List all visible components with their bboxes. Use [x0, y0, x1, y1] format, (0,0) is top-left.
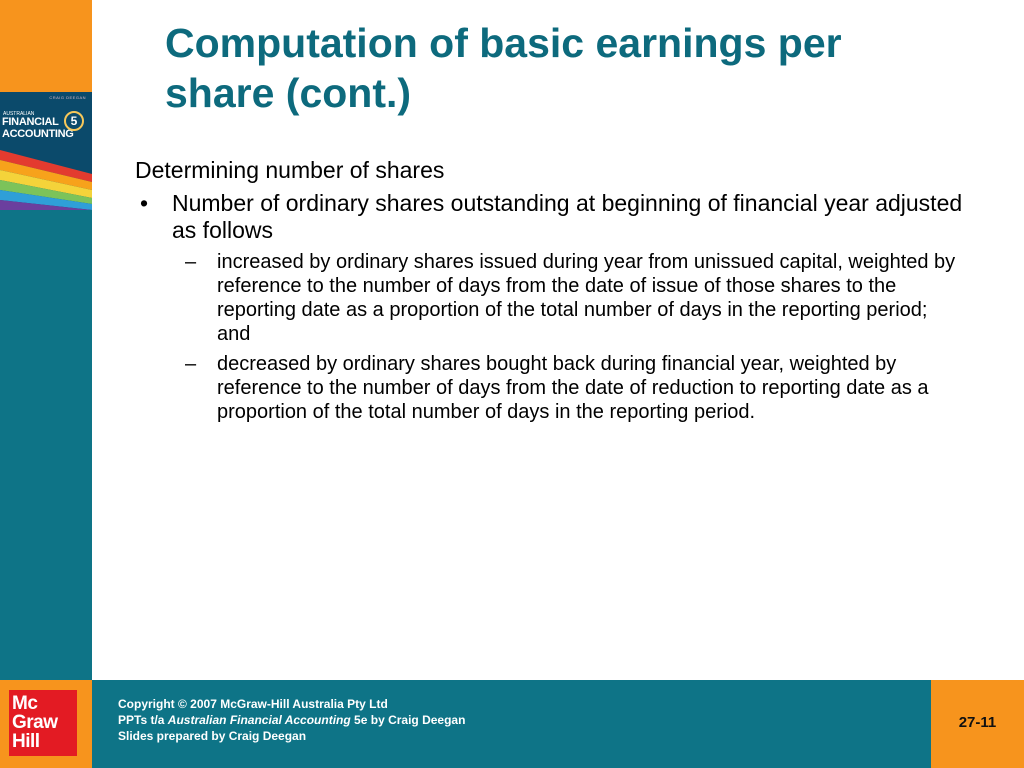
book-author: CRAIG DEEGAN — [49, 95, 86, 100]
bullet-mark: • — [140, 190, 149, 216]
sub-bullet-item — [135, 352, 965, 424]
page-number-box — [931, 680, 1024, 768]
book-edition-badge: 5 — [64, 111, 84, 131]
book-subtitle: AUSTRALIAN — [3, 111, 35, 117]
sub-bullet-text: increased by ordinary shares issued during year from unissued capital, weighted by reference to the number of days from the date of issue of those shares to the reporting date as a proportion of the total number of days in the reporting period; and — [217, 251, 956, 345]
left-orange-block — [0, 0, 92, 92]
logo-red-box — [9, 690, 77, 756]
bullet-text: Number of ordinary shares outstanding at beginning of financial year adjusted as follows — [172, 190, 963, 243]
dash-mark: – — [185, 353, 197, 375]
prepared-line: Slides prepared by Craig Deegan — [118, 729, 307, 743]
ppts-suffix: 5e by Craig Deegan — [350, 713, 466, 727]
slide-body — [135, 157, 965, 424]
copyright-block — [118, 696, 465, 744]
dash-mark: – — [185, 251, 197, 273]
bullet-item — [135, 190, 965, 244]
left-teal-band — [0, 210, 92, 680]
ppts-book-title: Australian Financial Accounting — [167, 713, 351, 727]
sub-bullet-item — [135, 250, 965, 346]
book-cover-image — [0, 92, 92, 210]
logo-line: Mc — [12, 693, 38, 714]
section-heading: Determining number of shares — [135, 157, 445, 183]
logo-line: Graw — [12, 712, 58, 733]
logo-line: Hill — [12, 731, 40, 752]
book-cover-stripes — [0, 144, 92, 210]
book-title-line1: FINANCIAL — [2, 116, 59, 128]
copyright-line: Copyright © 2007 McGraw-Hill Australia Pty Ltd — [118, 697, 388, 711]
sub-bullet-text: decreased by ordinary shares bought back during financial year, weighted by reference to the number of days from the date of reduction to reporting date as a proportion of the total number of days in the reporting period. — [217, 353, 929, 423]
page-number: 27-11 — [958, 714, 997, 731]
slide-title: Computation of basic earnings per share (cont.) — [165, 20, 842, 116]
ppts-line — [118, 712, 465, 728]
ppts-prefix: PPTs t/a — [118, 713, 168, 727]
book-title-line2: ACCOUNTING — [2, 128, 74, 140]
footer-bar — [0, 680, 1024, 768]
mcgraw-hill-logo — [0, 680, 92, 768]
